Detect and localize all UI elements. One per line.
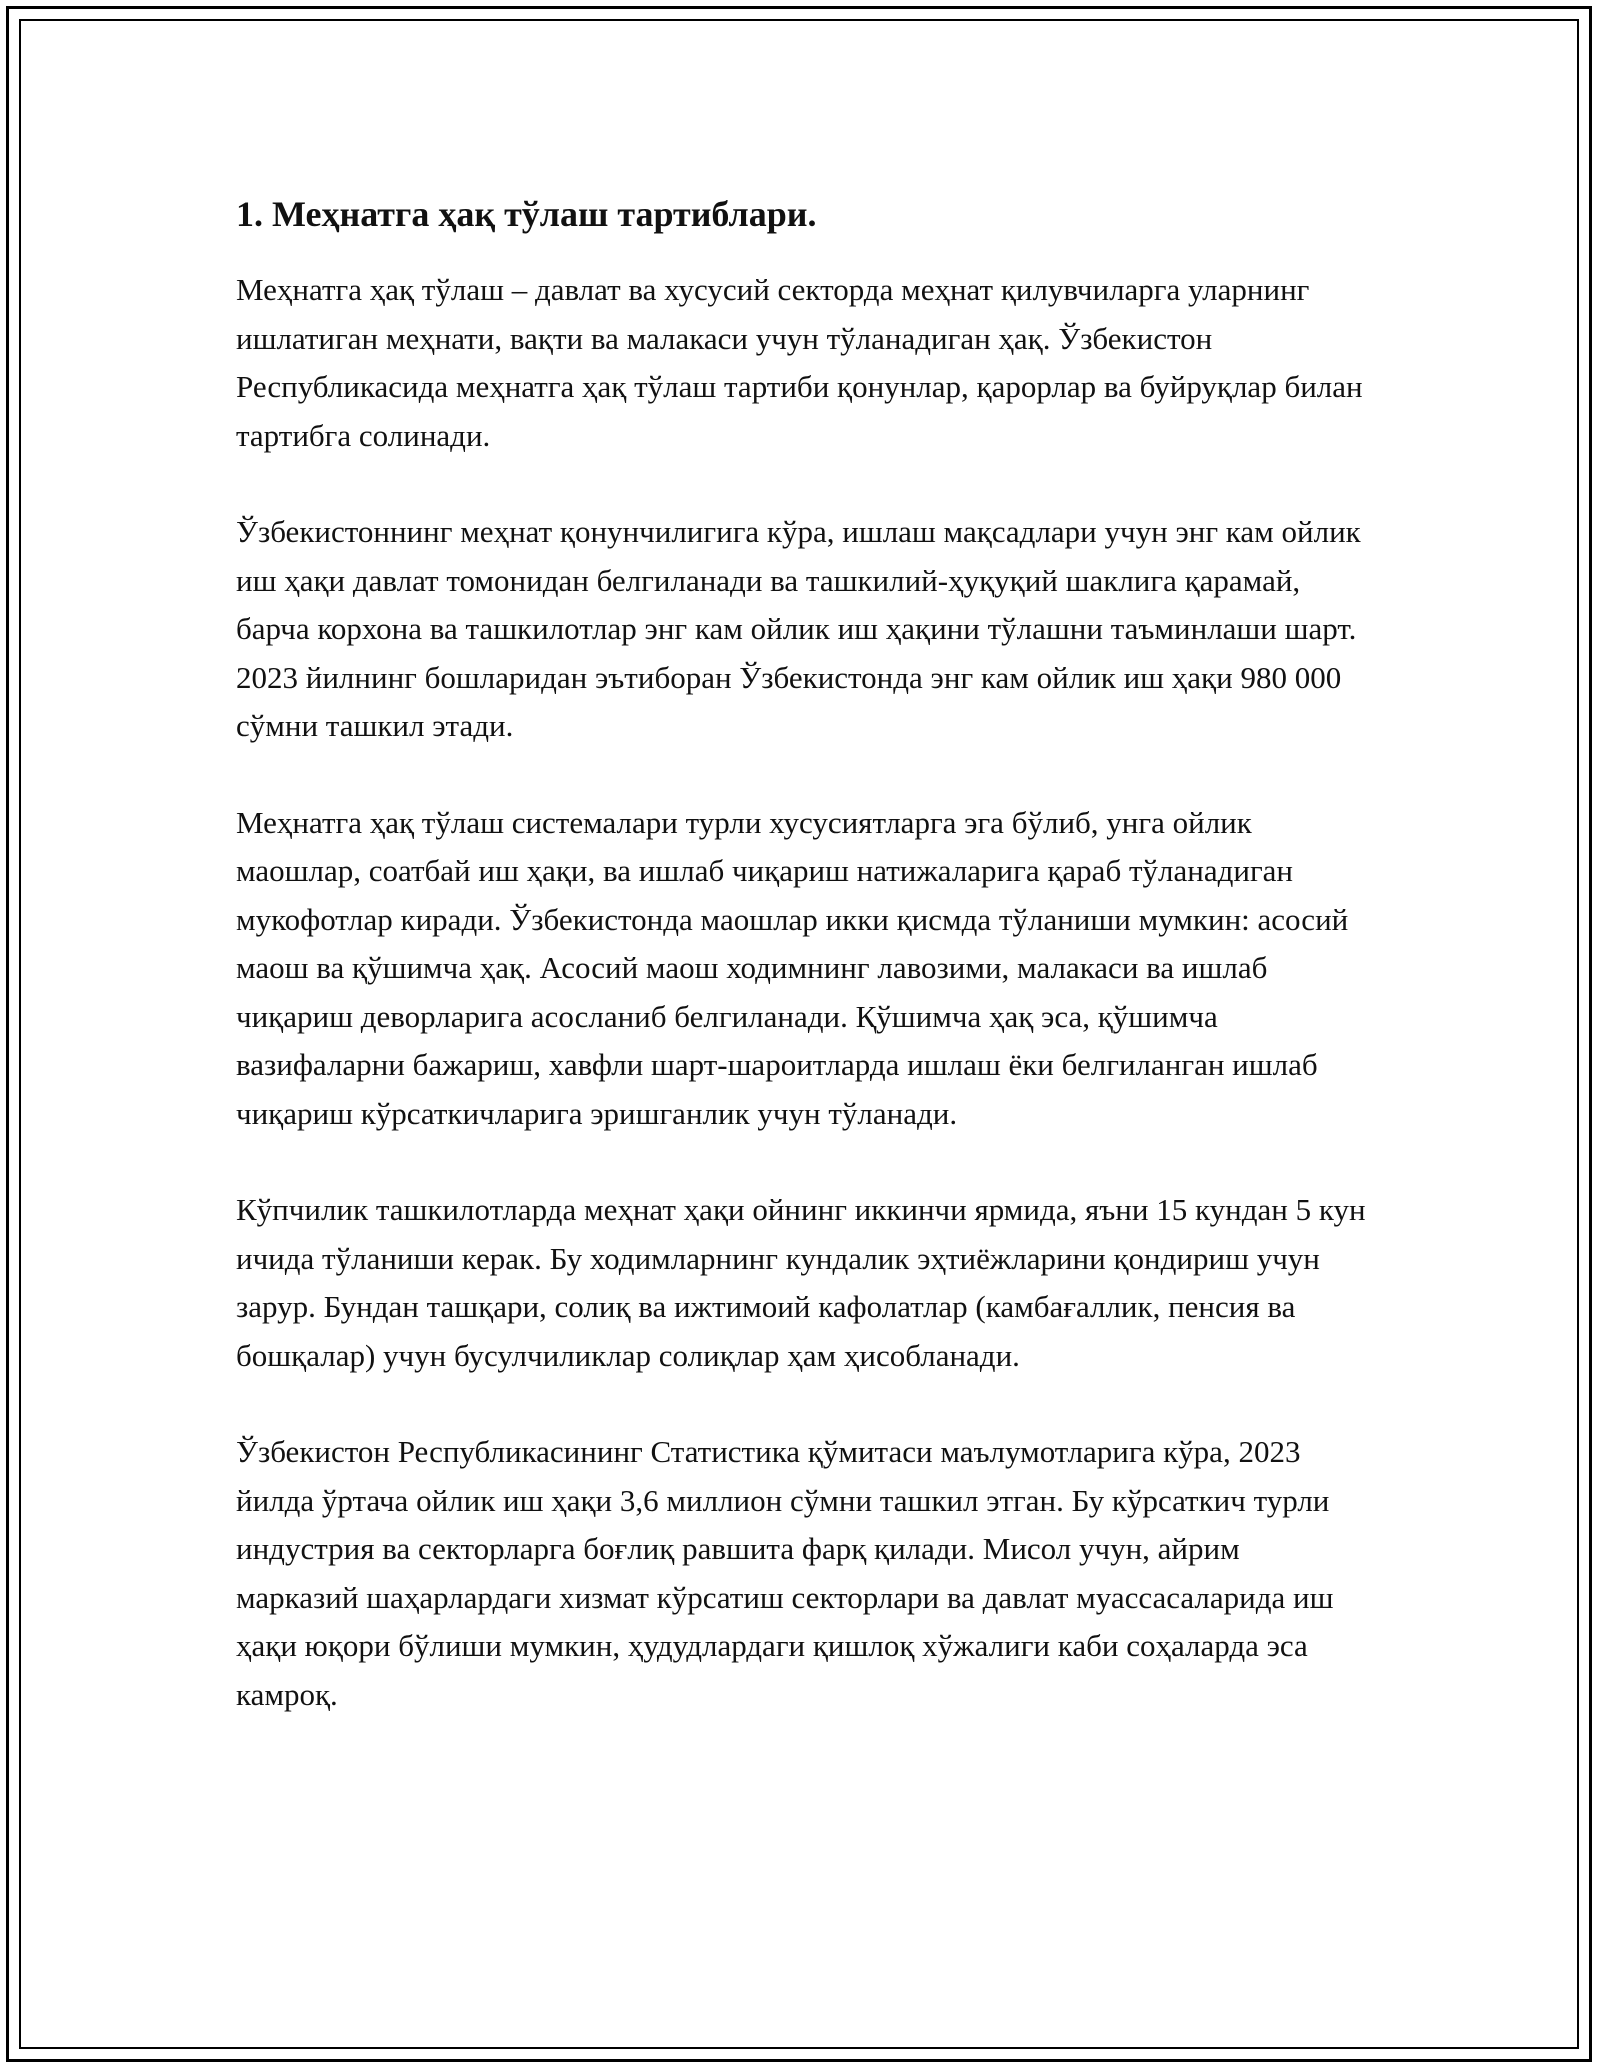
paragraph-5: Ўзбекистон Республикасининг Статистика қўмитаси маълумотларига кўра, 2023 йилда ўртача ойлик иш ҳақи 3,6 миллион сўмни ташкил этган. Бу кўрсаткич турли индустрия ва секторларга боғлиқ равшита фарқ қилади. Мисол учун, айрим марказий шаҳарлардаги хизмат кўрсатиш секторлари ва давлат муассасаларида иш ҳақи юқори бўлиши мумкин, ҳудудлардаги қишлоқ хўжалиги каби соҳаларда эса камроқ. bbox=[236, 1434, 1334, 1712]
paragraph-3: Меҳнатга ҳақ тўлаш системалари турли хусусиятларга эга бўлиб, унга ойлик маошлар, соатбай иш ҳақи, ва ишлаб чиқариш натижаларига қараб тўланадиган мукофотлар киради. Ўзбекистонда маошлар икки қисмда тўланиши мумкин: асосий маош ва қўшимча ҳақ. Асосий маош ходимнинг лавозими, малакаси ва ишлаб чиқариш деворларига асосланиб белгиланади. Қўшимча ҳақ эса, қўшимча вазифаларни бажариш, хавфли шарт-шароитларда ишлаш ёки белгиланган ишлаб чиқариш кўрсаткичларига эришганлик учун тўланади. bbox=[236, 804, 1349, 1131]
paragraph-1: Меҳнатга ҳақ тўлаш – давлат ва хусусий секторда меҳнат қилувчиларга уларнинг ишлатиган меҳнати, вақти ва малакаси учун тўланадиган ҳақ. Ўзбекистон Республикасида меҳнатга ҳақ тўлаш тартиби қонунлар, қарорлар ва буйруқлар билан тартибга солинади. bbox=[236, 272, 1363, 453]
document-body bbox=[236, 188, 1366, 1767]
section-title: 1. Меҳнатга ҳақ тўлаш тартиблари. bbox=[236, 194, 817, 234]
paragraph-4: Кўпчилик ташкилотларда меҳнат ҳақи ойнинг иккинчи ярмида, яъни 15 кундан 5 кун ичида тўланиши керак. Бу ходимларнинг кундалик эҳтиёжларини қондириш учун зарур. Бундан ташқари, солиқ ва ижтимоий кафолатлар (камбағаллик, пенсия ва бошқалар) учун бусулчиликлар солиқлар ҳам ҳисобланади. bbox=[236, 1192, 1366, 1373]
paragraph-2: Ўзбекистоннинг меҳнат қонунчилигига кўра, ишлаш мақсадлари учун энг кам ойлик иш ҳақи давлат томонидан белгиланади ва ташкилий-ҳуқуқий шаклига қарамай, барча корхона ва ташкилотлар энг кам ойлик иш ҳақини тўлашни таъминлаши шарт. 2023 йилнинг бошларидан эътиборан Ўзбекистонда энг кам ойлик иш ҳақи 980 000 сўмни ташкил этади. bbox=[236, 514, 1361, 743]
